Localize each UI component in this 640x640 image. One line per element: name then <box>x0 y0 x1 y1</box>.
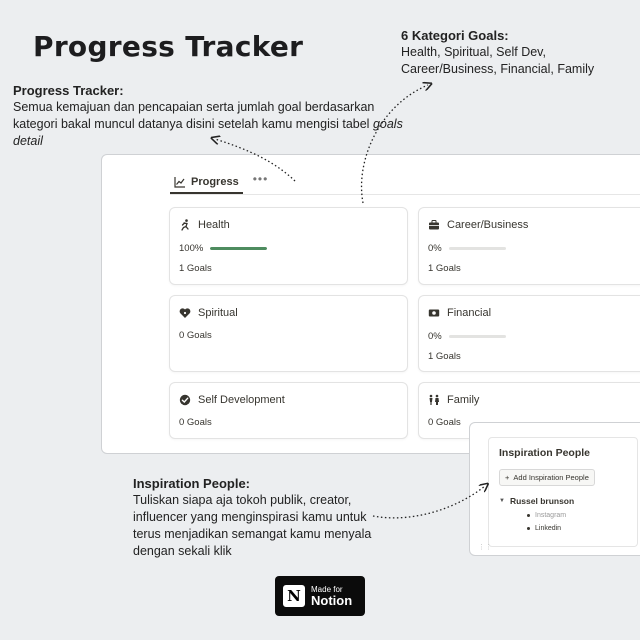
drag-handle-icon[interactable]: ⋮⋮ <box>478 544 492 551</box>
inspiration-note <box>133 475 383 560</box>
inspiration-title: Inspiration People <box>499 447 591 459</box>
card-financial-percent: 0% <box>428 330 442 342</box>
inspiration-panel <box>469 422 640 556</box>
bullet-icon <box>527 514 530 517</box>
card-career-business[interactable] <box>418 207 640 285</box>
card-financial-title: Financial <box>447 307 492 319</box>
chart-line-icon <box>174 176 186 188</box>
inspiration-person-name: Russel brunson <box>509 496 575 506</box>
card-career-title: Career/Business <box>447 219 529 231</box>
tab-progress[interactable] <box>170 171 243 194</box>
card-health-title: Health <box>198 219 230 231</box>
add-inspiration-button[interactable] <box>499 469 595 486</box>
progress-panel <box>101 154 640 454</box>
card-spiritual-goals: 0 Goals <box>179 330 212 341</box>
check-circle-icon <box>179 394 191 406</box>
card-health-progress-fill <box>210 247 267 250</box>
card-health[interactable] <box>169 207 408 285</box>
card-spiritual-title: Spiritual <box>198 307 238 319</box>
inspiration-note-body: Tuliskan siapa aja tokoh publik, creator, influencer yang menginspirasi kamu untuk terus menjadikan semangat kamu menyala dengan sekali klik <box>133 493 372 558</box>
view-tab-bar <box>170 171 640 195</box>
card-health-goals: 1 Goals <box>179 263 212 274</box>
tab-progress-label: Progress <box>191 175 239 188</box>
progress-note-emphasis: goals detail <box>13 117 403 148</box>
progress-note-heading: Progress Tracker: <box>13 83 124 98</box>
money-icon <box>428 307 440 319</box>
card-family-title: Family <box>447 394 480 406</box>
categories-note <box>401 27 636 78</box>
add-inspiration-label: Add Inspiration People <box>513 473 589 482</box>
card-career-progress-bar <box>449 247 506 250</box>
made-for-notion-badge <box>275 576 365 616</box>
card-health-progress-bar <box>210 247 267 250</box>
badge-line1: Made for <box>311 584 343 594</box>
triangle-down-icon: ▼ <box>499 498 505 504</box>
card-health-percent: 100% <box>179 242 204 254</box>
inspiration-person-toggle[interactable] <box>499 496 627 506</box>
family-icon <box>428 394 440 406</box>
heart-icon <box>179 307 191 319</box>
inspiration-note-heading: Inspiration People: <box>133 476 251 491</box>
inspiration-card <box>488 437 638 547</box>
card-financial-progress-bar <box>449 335 506 338</box>
briefcase-icon <box>428 219 440 231</box>
card-spiritual[interactable] <box>169 295 408 372</box>
link-instagram[interactable]: Instagram <box>527 512 627 519</box>
categories-note-heading: 6 Kategori Goals: <box>401 28 509 43</box>
card-career-percent: 0% <box>428 242 442 254</box>
plus-icon: + <box>505 473 510 482</box>
card-self-dev-title: Self Development <box>198 394 285 406</box>
card-self-development[interactable] <box>169 382 408 439</box>
badge-line2: Notion <box>311 592 353 608</box>
bullet-icon <box>527 527 530 530</box>
page-title: Progress Tracker <box>33 30 304 63</box>
running-icon <box>179 219 191 231</box>
progress-tracker-note <box>13 82 403 150</box>
categories-note-line2: Career/Business, Financial, Family <box>401 62 595 76</box>
link-linkedin[interactable]: Linkedin <box>527 525 627 532</box>
card-financial[interactable] <box>418 295 640 372</box>
card-self-dev-goals: 0 Goals <box>179 417 212 428</box>
notion-logo-icon: N <box>283 585 305 607</box>
more-options-icon[interactable]: ••• <box>252 172 269 186</box>
progress-note-body: Semua kemajuan dan pencapaian serta jumlah goal berdasarkan kategori bakal muncul datanya disini setelah kamu mengisi tabel goals detail <box>13 100 403 148</box>
categories-note-line1: Health, Spiritual, Self Dev, <box>401 45 546 59</box>
card-career-goals: 1 Goals <box>428 263 461 274</box>
card-family-goals: 0 Goals <box>428 417 461 428</box>
card-financial-goals: 1 Goals <box>428 351 461 362</box>
